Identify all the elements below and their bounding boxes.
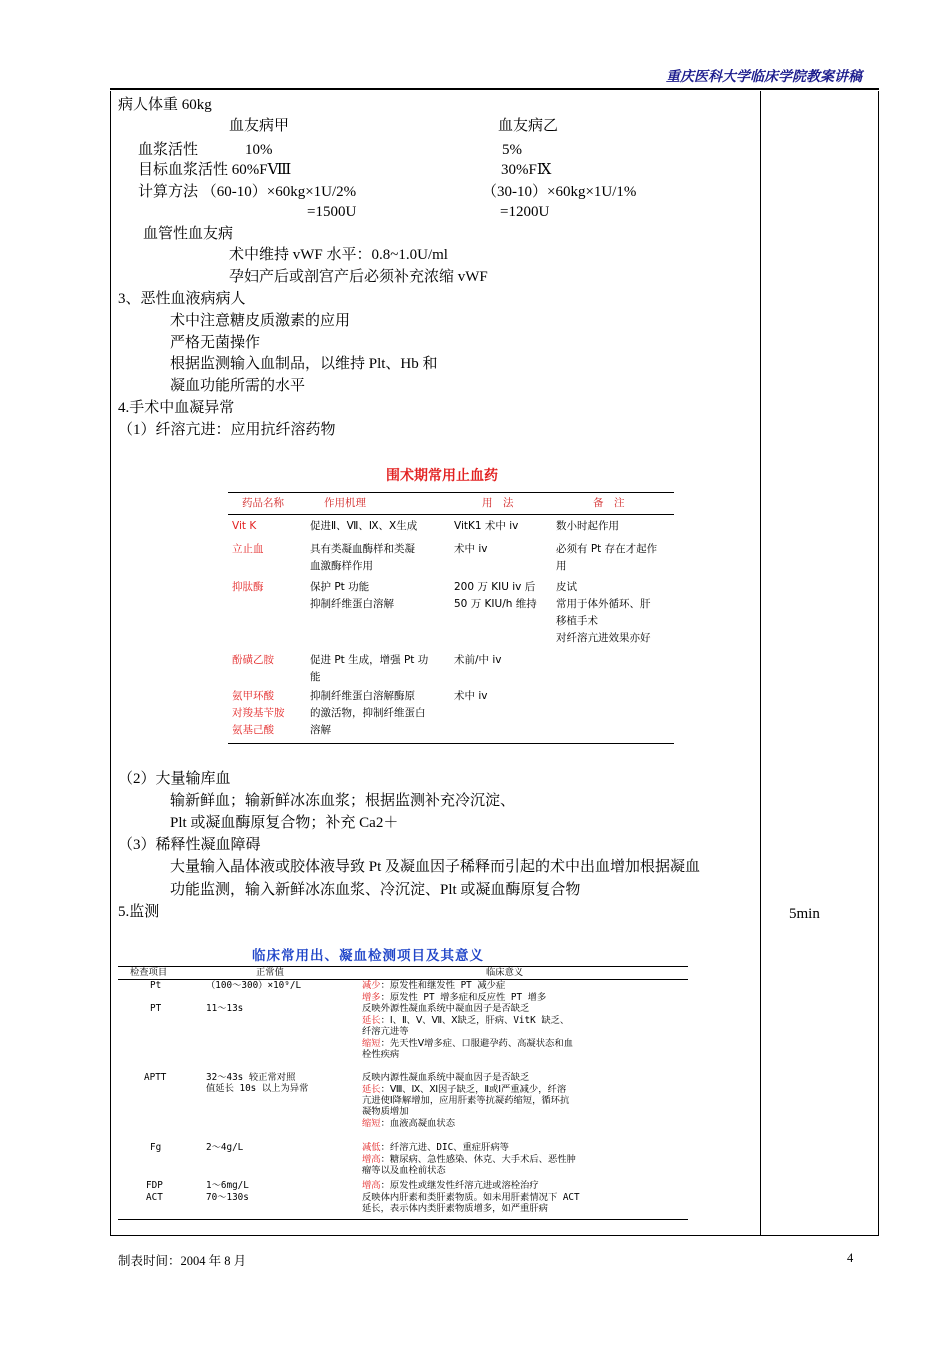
coag-header-meaning: 临床意义 <box>486 967 524 978</box>
coag-meaning: 增高：糖尿病、急性感染、休克、大手术后、恶性肿 瘤等以及血栓前状态 <box>362 1153 576 1176</box>
vwd-maintain: 术中维持 vWF 水平：0.8~1.0U/ml <box>229 247 448 263</box>
calc-result-a: =1500U <box>307 204 357 220</box>
calc-method-b: （30-10）×60kg×1U/1% <box>482 184 637 200</box>
drug-mechanism: 促进 Pt 生成，增强 Pt 功 能 <box>310 654 429 683</box>
drug-header-usage: 用 法 <box>482 497 514 509</box>
calc-method-a: 计算方法 （60-10）×60kg×1U/2% <box>138 184 357 200</box>
drug-mechanism: 具有类凝血酶样和类凝 血激酶样作用 <box>310 543 415 572</box>
drug-usage: 200 万 KIU iv 后 50 万 KIU/h 维持 <box>454 581 537 610</box>
coag-normal: （100～300）×10⁹/L <box>206 980 302 991</box>
section-4-3: （3）稀释性凝血障碍 <box>118 837 261 853</box>
coag-normal: 1～6mg/L <box>206 1180 249 1191</box>
coag-item: ACT <box>146 1191 163 1203</box>
drug-name: 立止血 <box>232 543 264 555</box>
coag-table-title: 临床常用出、凝血检测项目及其意义 <box>252 948 484 964</box>
drug-remark: 必须有 Pt 存在才起作 用 <box>556 543 658 572</box>
coag-meaning: 增高：原发性或继发性纤溶亢进或溶栓治疗 <box>362 1180 539 1191</box>
drug-header-mechanism: 作用机理 <box>324 497 366 509</box>
coag-meaning: 延长：Ⅷ、Ⅸ、Ⅺ因子缺乏，Ⅱ或Ⅰ严重减少，纤溶 亢进使Ⅰ降解增加，应用肝素等抗凝药缩短，循环抗 凝物质增加 <box>362 1083 570 1118</box>
hemophilia-b-heading: 血友病乙 <box>498 118 559 134</box>
patient-weight: 病人体重 60kg <box>118 97 212 113</box>
drug-name: 酚磺乙胺 <box>232 654 274 666</box>
page-number: 4 <box>847 1251 854 1265</box>
section-4-3-line-1: 大量输入晶体液或胶体液导致 Pt 及凝血因子稀释而引起的术中出血增加根据凝血 <box>170 859 701 875</box>
drug-name: 氨甲环酸 对羧基苄胺 氨基己酸 <box>232 690 285 736</box>
calc-result-b: =1200U <box>500 204 550 220</box>
section-3-item-4: 凝血功能所需的水平 <box>170 378 306 394</box>
drug-usage: 术中 iv <box>454 690 488 702</box>
coag-header-normal: 正常值 <box>256 967 284 978</box>
coag-item: PT <box>150 1003 162 1014</box>
coag-item: APTT <box>144 1072 167 1083</box>
section-4-heading: 4.手术中血凝异常 <box>118 400 235 416</box>
time-note: 5min <box>789 906 820 922</box>
drug-mechanism: 保护 Pt 功能 抑制纤维蛋白溶解 <box>310 581 394 610</box>
drug-remark: 数小时起作用 <box>556 520 619 532</box>
coag-normal: 70～130s <box>206 1191 249 1203</box>
drug-name: Vit K <box>232 520 257 532</box>
section-3-item-3: 根据监测输入血制品，以维持 Plt、Hb 和 <box>170 356 438 372</box>
coag-meaning: 缩短：先天性Ⅴ增多症、口服避孕药、高凝状态和血 栓性疾病 <box>362 1037 573 1060</box>
coag-meaning: 减少：原发性和继发性 PT 减少症 <box>362 980 506 991</box>
plasma-activity-a: 10% <box>245 142 273 158</box>
coag-item: Fg <box>150 1142 162 1153</box>
drug-header-name: 药品名称 <box>242 497 284 509</box>
drug-name: 抑肽酶 <box>232 581 264 593</box>
drug-table-title: 围术期常用止血药 <box>386 468 498 484</box>
plasma-activity-label: 血浆活性 <box>138 142 199 158</box>
header-title: 重庆医科大学临床学院教案讲稿 <box>666 70 862 85</box>
drug-mechanism: 抑制纤维蛋白溶解酶原 的激活物，抑制纤维蛋白 溶解 <box>310 690 426 736</box>
section-4-1: （1）纤溶亢进：应用抗纤溶药物 <box>118 422 336 438</box>
coag-meaning: 减低：纤溶亢进、DIC、重症肝病等 <box>362 1142 509 1153</box>
section-3-heading: 3、恶性血液病病人 <box>118 291 246 307</box>
target-activity-b: 30%FⅨ <box>501 162 552 178</box>
coag-meaning: 反映外源性凝血系统中凝血因子是否缺乏 <box>362 1003 530 1014</box>
drug-usage: 术前/中 iv <box>454 654 502 666</box>
drug-table <box>228 492 674 745</box>
hemophilia-a-heading: 血友病甲 <box>229 118 290 134</box>
section-4-3-line-2: 功能监测，输入新鲜冰冻血浆、冷沉淀、Plt 或凝血酶原复合物 <box>170 882 581 898</box>
vwd-postpartum: 孕妇产后或剖宫产后必须补充浓缩 vWF <box>229 269 488 285</box>
coag-table <box>118 966 688 1220</box>
plasma-activity-b: 5% <box>502 142 522 158</box>
header-rule <box>110 88 879 90</box>
coag-header-item: 检查项目 <box>130 967 168 978</box>
coag-normal: 11～13s <box>206 1003 244 1014</box>
vwd-heading: 血管性血友病 <box>143 226 234 242</box>
drug-header-remark: 备 注 <box>593 497 625 509</box>
coag-normal: 2～4g/L <box>206 1142 244 1153</box>
drug-usage: 术中 iv <box>454 543 488 555</box>
drug-remark: 皮试 常用于体外循环、肝 移植手术 对纤溶亢进效果亦好 <box>556 581 651 644</box>
section-5-heading: 5.监测 <box>118 904 160 920</box>
coag-meaning: 缩短：血液高凝血状态 <box>362 1118 455 1129</box>
section-4-2-line-2: Plt 或凝血酶原复合物；补充 Ca2＋ <box>170 815 399 831</box>
footer-date: 制表时间：2004 年 8 月 <box>118 1254 247 1268</box>
section-3-item-2: 严格无菌操作 <box>170 335 261 351</box>
column-divider <box>760 91 761 1236</box>
section-4-2: （2）大量输库血 <box>118 771 231 787</box>
coag-meaning: 反映体内肝素和类肝素物质。如未用肝素情况下 ACT 延长，表示体内类肝素物质增多，如严重肝病 <box>362 1191 580 1214</box>
target-activity-a: 目标血浆活性 60%FⅧ <box>138 162 292 178</box>
drug-usage: VitK1 术中 iv <box>454 520 519 532</box>
coag-meaning: 反映内源性凝血系统中凝血因子是否缺乏 <box>362 1072 530 1083</box>
section-3-item-1: 术中注意糖皮质激素的应用 <box>170 313 351 329</box>
coag-item: Pt <box>150 980 162 991</box>
coag-meaning: 延长：Ⅰ、Ⅱ、Ⅴ、Ⅶ、Ⅹ缺乏，肝病、VitK 缺乏、 纤溶亢进等 <box>362 1014 570 1037</box>
drug-mechanism: 促进Ⅱ、Ⅶ、Ⅸ、Ⅹ生成 <box>310 520 418 532</box>
coag-meaning: 增多：原发性 PT 增多症和反应性 PT 增多 <box>362 991 547 1003</box>
coag-normal: 32～43s 较正常对照 值延长 10s 以上为异常 <box>206 1072 309 1095</box>
coag-item: FDP <box>146 1180 163 1191</box>
section-4-2-line-1: 输新鲜血；输新鲜冰冻血浆；根据监测补充冷沉淀、 <box>170 793 516 809</box>
